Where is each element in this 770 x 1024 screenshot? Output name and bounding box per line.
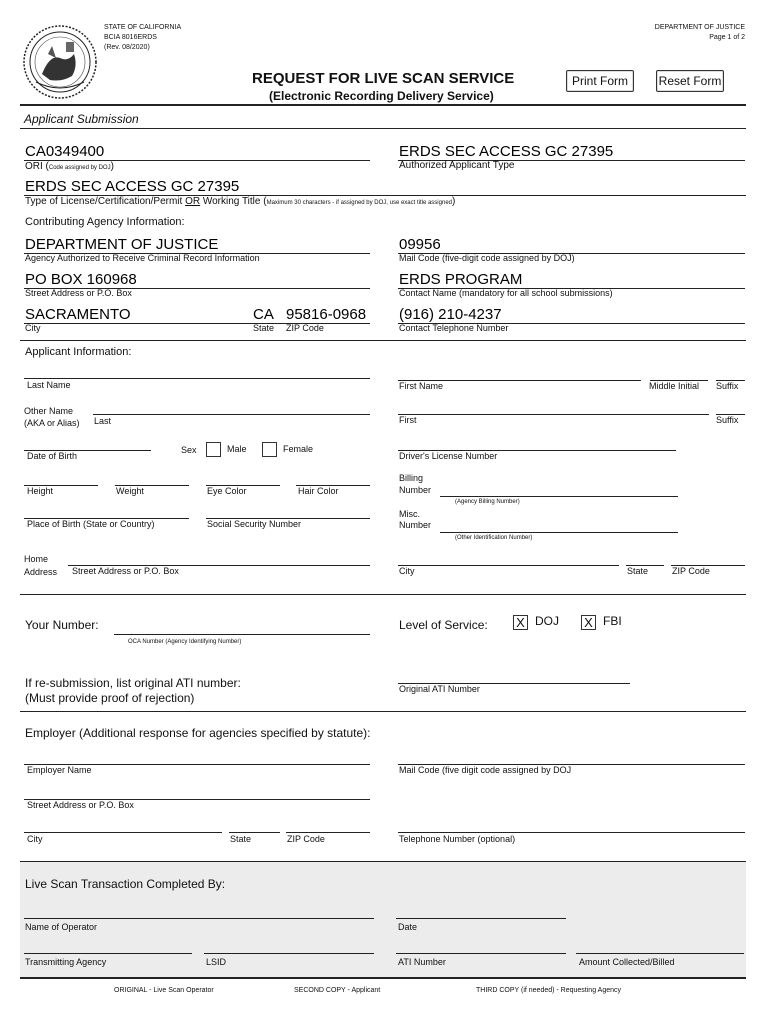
aka-first-line [398,414,709,415]
amount-line [576,953,744,954]
zip-label: ZIP Code [286,323,324,333]
billing-number-label: Number [399,485,432,495]
live-scan-heading: Live Scan Transaction Completed By: [25,877,226,891]
fbi-checkbox[interactable]: X [581,615,596,630]
state-field[interactable]: CA [253,306,274,323]
billing-line [440,496,678,497]
employer-street-label: Street Address or P.O. Box [27,800,134,810]
state-label: State [253,323,275,333]
date-label: Date [398,922,418,932]
footer-second-copy: SECOND COPY - Applicant [294,987,381,994]
female-label: Female [283,444,314,454]
misc-note: (Other Identification Number) [455,535,533,541]
page-number: Page 1 of 2 [709,34,745,41]
transmitting-line [24,953,192,954]
employer-zip-label: ZIP Code [287,834,325,844]
authorized-applicant-type-field[interactable]: ERDS SEC ACCESS GC 27395 [399,143,614,160]
lsid-label: LSID [206,957,227,967]
mail-code-label: Mail Code (five-digit code assigned by DOJ) [399,253,575,263]
footer-third-copy: THIRD COPY (if needed) - Requesting Agency [476,987,621,994]
your-number-label: Your Number: [25,618,99,632]
drivers-license-label: Driver's License Number [399,451,498,461]
level-of-service-label: Level of Service: [399,618,488,632]
applicant-submission-heading: Applicant Submission [24,112,139,126]
employer-heading: Employer (Additional response for agencies specified by statute): [25,726,371,740]
employer-state-line [229,832,280,833]
place-of-birth-label: Place of Birth (State or Country) [27,519,155,529]
doj-label: DOJ [535,614,559,628]
home-street-label: Street Address or P.O. Box [72,566,179,576]
contact-phone-label: Contact Telephone Number [399,323,509,333]
employer-city-label: City [27,834,43,844]
resubmission-note: (Must provide proof of rejection) [25,691,195,705]
home-city-line [398,565,619,566]
form-revision: (Rev. 08/2020) [104,44,150,51]
mail-code-field[interactable]: 09956 [399,236,441,253]
male-checkbox[interactable] [206,442,221,457]
reset-form-button[interactable]: Reset Form [656,70,724,92]
header-rule [20,104,746,106]
divider [20,340,746,341]
doj-checkbox[interactable]: X [513,615,528,630]
city-field[interactable]: SACRAMENTO [25,306,131,323]
operator-line [24,918,374,919]
aka-suffix-label: Suffix [716,415,739,425]
agency-field[interactable]: DEPARTMENT OF JUSTICE [25,236,219,253]
employer-phone-label: Telephone Number (optional) [399,834,516,844]
home-label: Home [24,554,49,564]
fbi-label: FBI [603,614,622,628]
contact-name-label: Contact Name (mandatory for all school submissions) [399,288,613,298]
oca-note: OCA Number (Agency Identifying Number) [128,639,242,645]
male-label: Male [227,444,247,454]
dob-label: Date of Birth [27,451,78,461]
city-label: City [25,323,41,333]
contributing-agency-heading: Contributing Agency Information: [25,216,185,228]
operator-label: Name of Operator [25,922,98,932]
state-seal [22,24,98,100]
employer-phone-line [398,832,745,833]
zip-field[interactable]: 95816-0968 [286,306,367,323]
ati-number-label: ATI Number [398,957,446,967]
sex-label: Sex [181,445,197,455]
form-id: BCIA 8016ERDS [104,34,157,41]
last-name-line [24,378,370,379]
billing-note: (Agency Billing Number) [455,499,520,505]
height-label: Height [27,486,54,496]
employer-mail-code-label: Mail Code (five digit code assigned by DOJ [399,765,572,775]
misc-number-label: Number [399,520,432,530]
aka-first-label: First [399,415,417,425]
lsid-line [204,953,374,954]
eye-color-label: Eye Color [207,486,247,496]
footer-original: ORIGINAL - Live Scan Operator [114,987,214,994]
street-address-field[interactable]: PO BOX 160968 [25,271,137,288]
contact-phone-field[interactable]: (916) 210-4237 [399,306,502,323]
original-ati-label: Original ATI Number [399,684,480,694]
form-title: REQUEST FOR LIVE SCAN SERVICE [252,70,515,87]
footer-rule [20,977,746,979]
middle-initial-label: Middle Initial [649,381,700,391]
employer-state-label: State [230,834,252,844]
contact-name-field[interactable]: ERDS PROGRAM [399,271,523,288]
state-name: STATE OF CALIFORNIA [104,24,182,31]
form-subtitle: (Electronic Recording Delivery Service) [269,89,494,103]
street-address-label: Street Address or P.O. Box [25,288,132,298]
first-name-label: First Name [399,381,444,391]
employer-zip-line [286,832,370,833]
home-city-label: City [399,566,415,576]
last-name-label: Last Name [27,380,71,390]
home-zip-label: ZIP Code [672,566,710,576]
license-title-label: Type of License/Certification/Permit OR Working Title (Maximum 30 characters - if assigned by DOJ, use exact title assigned) [25,196,456,207]
employer-city-line [24,832,222,833]
authorized-applicant-type-label: Authorized Applicant Type [399,160,515,171]
aka-last-line [93,414,370,415]
ori-label: ORI (Code assigned by DOJ) [25,161,114,172]
resubmission-label: If re-submission, list original ATI number: [25,676,241,690]
aka-last-label: Last [94,416,112,426]
date-line [396,918,566,919]
transmitting-agency-label: Transmitting Agency [25,957,107,967]
home-state-label: State [627,566,649,576]
weight-label: Weight [116,486,144,496]
divider [20,861,746,862]
employer-name-label: Employer Name [27,765,92,775]
oca-line [114,634,370,635]
misc-label: Misc. [399,509,420,519]
agency-label: Agency Authorized to Receive Criminal Record Information [25,253,260,263]
applicant-info-heading: Applicant Information: [25,346,132,358]
license-title-field[interactable]: ERDS SEC ACCESS GC 27395 [25,178,240,195]
department-name: DEPARTMENT OF JUSTICE [654,24,745,31]
divider [20,128,746,129]
suffix-label: Suffix [716,381,739,391]
address-label: Address [24,567,58,577]
female-checkbox[interactable] [262,442,277,457]
ori-field[interactable]: CA0349400 [25,143,105,160]
amount-label: Amount Collected/Billed [579,957,675,967]
misc-line [440,532,678,533]
divider [20,711,746,712]
other-name-label: Other Name [24,406,74,416]
divider [20,594,746,595]
hair-color-label: Hair Color [298,486,339,496]
billing-label: Billing [399,473,424,483]
aka-label: (AKA or Alias) [24,418,80,428]
print-form-button[interactable]: Print Form [566,70,634,92]
ssn-label: Social Security Number [207,519,302,529]
ati-line [396,953,566,954]
